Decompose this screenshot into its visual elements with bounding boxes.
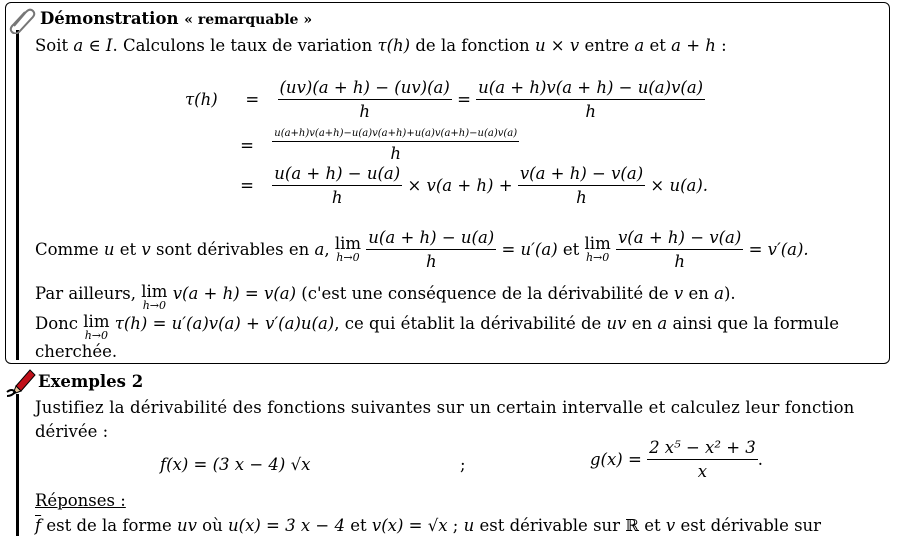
fraction xyxy=(272,164,402,207)
text: et xyxy=(344,516,372,535)
pencil-icon xyxy=(4,366,36,398)
lim-sub: h→0 xyxy=(84,328,109,342)
text: en xyxy=(626,314,658,333)
text: sont dérivables en xyxy=(150,240,315,259)
examples-line-1: Justifiez la dérivabilité des fonctions suivantes sur un certain intervalle et calculez leur fonction xyxy=(35,398,855,417)
demonstration-title-text: Démonstration xyxy=(40,9,179,28)
examples-last-line xyxy=(35,516,821,535)
math: uv xyxy=(606,314,627,333)
fraction xyxy=(647,438,758,481)
g-lhs: g(x) = xyxy=(590,450,642,469)
denominator: x xyxy=(697,462,708,481)
donc-line xyxy=(35,314,839,341)
math: u × v xyxy=(534,36,580,55)
function-f: f(x) = (3 x − 4) √x xyxy=(160,455,311,474)
lim-word: lim xyxy=(141,282,168,301)
text: , ce qui établit la dérivabilité de xyxy=(334,314,607,333)
lim-sub: h→0 xyxy=(142,298,166,312)
text: où xyxy=(196,516,228,535)
fraction xyxy=(616,228,743,271)
numerator: v(a + h) − v(a) xyxy=(616,228,743,250)
equation-line-3 xyxy=(227,164,708,207)
par-ailleurs-line xyxy=(35,284,736,311)
numerator: u(a+h)v(a+h)−u(a)v(a+h)+u(a)v(a+h)−u(a)v(a) xyxy=(272,128,519,142)
limit xyxy=(141,284,167,311)
denominator: h xyxy=(359,102,370,121)
text: ainsi que la formule xyxy=(667,314,839,333)
math: a xyxy=(714,284,724,303)
lim-word: lim xyxy=(584,234,611,254)
donc-line-2: cherchée. xyxy=(35,342,118,361)
denominator: h xyxy=(425,252,437,271)
math: v(a + h) = v(a) xyxy=(172,284,297,303)
math: a ∈ I xyxy=(73,36,113,55)
text: Donc xyxy=(35,314,84,333)
text: ; xyxy=(447,516,464,535)
math: u xyxy=(463,516,475,535)
denominator: h xyxy=(674,252,685,271)
g-end: . xyxy=(757,450,764,469)
fraction xyxy=(518,164,645,207)
separator: ; xyxy=(460,455,466,474)
eq-sign: = xyxy=(240,136,254,155)
fraction xyxy=(476,78,705,121)
denominator: h xyxy=(331,188,343,207)
text: Soit xyxy=(35,36,74,55)
text: Comme xyxy=(35,240,104,259)
eq-end: × u(a). xyxy=(650,176,709,195)
lim-sub: h→0 xyxy=(585,250,610,264)
text: , xyxy=(324,240,335,259)
math: v xyxy=(141,240,151,259)
fraction xyxy=(278,78,452,121)
equation-line-1 xyxy=(185,78,705,121)
text: : xyxy=(715,36,727,55)
math: u(x) = 3 x − 4 xyxy=(228,516,345,535)
eq-sign: = xyxy=(245,90,260,109)
limit-result: = u′(a) xyxy=(501,240,558,259)
text: et xyxy=(557,240,585,259)
demonstration-title xyxy=(40,9,312,28)
text: ). xyxy=(723,284,736,303)
eq-sign: = xyxy=(240,176,254,195)
text: est de la forme xyxy=(41,516,177,535)
eq-lhs: τ(h) xyxy=(185,90,218,109)
numerator: 2 x⁵ − x² + 3 xyxy=(647,438,758,460)
denominator: h xyxy=(576,188,587,207)
text: . Calculons le taux de variation xyxy=(112,36,378,55)
limit xyxy=(83,314,109,341)
math: v(x) = √x xyxy=(371,516,448,535)
reponses-label: Réponses : xyxy=(35,491,126,510)
limit xyxy=(335,236,361,263)
math: u xyxy=(103,240,115,259)
math: a xyxy=(314,240,325,259)
lim-word: lim xyxy=(83,312,110,331)
fraction xyxy=(272,128,519,163)
comme-line xyxy=(35,228,809,271)
text: de la fonction xyxy=(410,36,535,55)
numerator: u(a + h) − u(a) xyxy=(366,228,496,250)
math: a + h xyxy=(671,36,716,55)
numerator: (uv)(a + h) − (uv)(a) xyxy=(278,78,452,100)
math: v xyxy=(673,284,684,303)
math: τ(h) = u′(a)v(a) + v′(a)u(a) xyxy=(114,314,335,333)
math: v xyxy=(665,516,676,535)
numerator: v(a + h) − v(a) xyxy=(518,164,645,186)
text: et xyxy=(114,240,142,259)
text: est dérivable sur xyxy=(474,516,626,535)
numerator: u(a + h) − u(a) xyxy=(272,164,402,186)
text: et xyxy=(639,516,666,535)
eq-middle: × v(a + h) + xyxy=(407,176,513,195)
denominator: h xyxy=(585,102,596,121)
text: est dérivable sur xyxy=(675,516,822,535)
reals-symbol: ℝ xyxy=(625,516,640,535)
denominator: h xyxy=(390,144,402,163)
demonstration-intro xyxy=(35,36,727,55)
math: a xyxy=(657,314,668,333)
text: Par ailleurs, xyxy=(35,284,142,303)
fraction xyxy=(366,228,496,271)
demonstration-side-bar xyxy=(16,30,19,360)
function-g xyxy=(590,438,763,481)
text: en xyxy=(683,284,715,303)
lim-sub: h→0 xyxy=(336,250,360,264)
demonstration-title-suffix: « remarquable » xyxy=(184,12,313,28)
examples-side-bar xyxy=(16,394,19,536)
text: entre xyxy=(579,36,635,55)
examples-line-2: dérivée : xyxy=(35,422,109,441)
math: uv xyxy=(176,516,197,535)
text: (c'est une conséquence de la dérivabilité de xyxy=(296,284,674,303)
math: a xyxy=(634,36,645,55)
math: τ(h) xyxy=(377,36,411,55)
limit-result: = v′(a). xyxy=(748,240,809,259)
numerator: u(a + h)v(a + h) − u(a)v(a) xyxy=(476,78,705,100)
equation-line-2 xyxy=(227,128,519,163)
paperclip-icon xyxy=(6,4,36,34)
lim-word: lim xyxy=(334,234,362,254)
examples-title: Exemples 2 xyxy=(38,372,144,391)
math: $\overline{f}$ xyxy=(35,516,42,535)
text: et xyxy=(644,36,672,55)
eq-sign: = xyxy=(457,90,471,109)
limit xyxy=(585,236,611,263)
